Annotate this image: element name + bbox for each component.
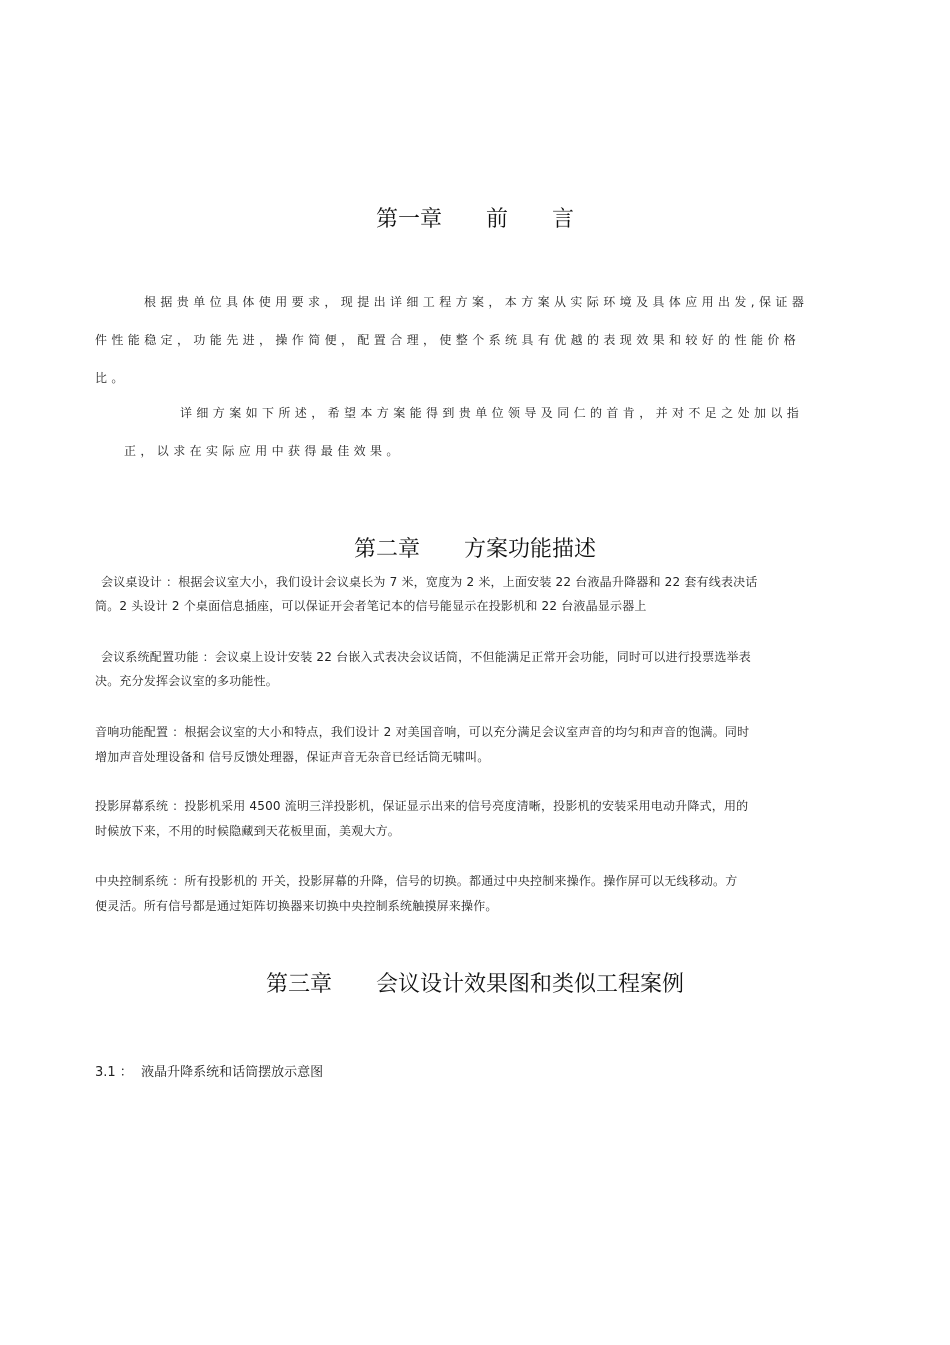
section-3-1-heading: 3.1 ： 液晶升降系统和话筒摆放示意图 bbox=[95, 1065, 324, 1080]
chapter1-line: 比。 bbox=[95, 371, 128, 385]
chapter2-line: 决。充分发挥会议室的多功能性。 bbox=[95, 674, 279, 688]
chapter2-line: 中央控制系统 ：所有投影机的 开关，投影屏幕的升降，信号的切换。都通过中央控制来操作。操作屏可以无线移动。方 bbox=[95, 874, 738, 888]
chapter1-line: 详细方案如下所述，希望本方案能得到贵单位领导及同仁的首肯，并对不足之处加以指 bbox=[180, 406, 804, 420]
chapter2-line: 会议系统配置功能 ：会议桌上设计安装 22 台嵌入式表决会议话筒，不但能满足正常开会功能，同时可以进行投票选举表 bbox=[101, 650, 751, 664]
chapter3-title: 第三章 会议设计效果图和类似工程案例 bbox=[265, 972, 684, 997]
chapter2-line: 筒。2 头设计 2 个桌面信息插座，可以保证开会者笔记本的信号能显示在投影机和 22 台液晶显示器上 bbox=[95, 599, 647, 613]
chapter2-line: 会议桌设计 ：根据会议室大小，我们设计会议桌长为 7 米，宽度为 2 米，上面安装 22 台液晶升降器和 22 套有线表决话 bbox=[101, 575, 758, 589]
chapter1-line: 根据贵单位具体使用要求，现提出详细工程方案，本方案从实际环境及具体应用出发,保证器 bbox=[144, 295, 809, 309]
chapter2-line: 音响功能配置 ：根据会议室的大小和特点，我们设计 2 对美国音响，可以充分满足会议室声音的均匀和声音的饱满。同时 bbox=[95, 725, 750, 739]
chapter2-line: 时候放下来，不用的时候隐藏到天花板里面，美观大方。 bbox=[95, 824, 401, 838]
chapter2-line: 增加声音处理设备和 信号反馈处理器，保证声音无杂音已经话筒无啸叫。 bbox=[95, 750, 490, 764]
chapter1-title: 第一章 前 言 bbox=[375, 207, 574, 232]
chapter2-title: 第二章 方案功能描述 bbox=[353, 537, 596, 562]
chapter1-line: 正，以求在实际应用中获得最佳效果。 bbox=[124, 444, 403, 458]
chapter2-line: 便灵活。所有信号都是通过矩阵切换器来切换中央控制系统触摸屏来操作。 bbox=[95, 899, 498, 913]
chapter1-line: 件性能稳定，功能先进，操作简便，配置合理，使整个系统具有优越的表现效果和较好的性能价格 bbox=[95, 333, 801, 347]
chapter2-line: 投影屏幕系统 ：投影机采用 4500 流明三洋投影机，保证显示出来的信号亮度清晰，投影机的安装采用电动升降式，用的 bbox=[95, 799, 749, 813]
